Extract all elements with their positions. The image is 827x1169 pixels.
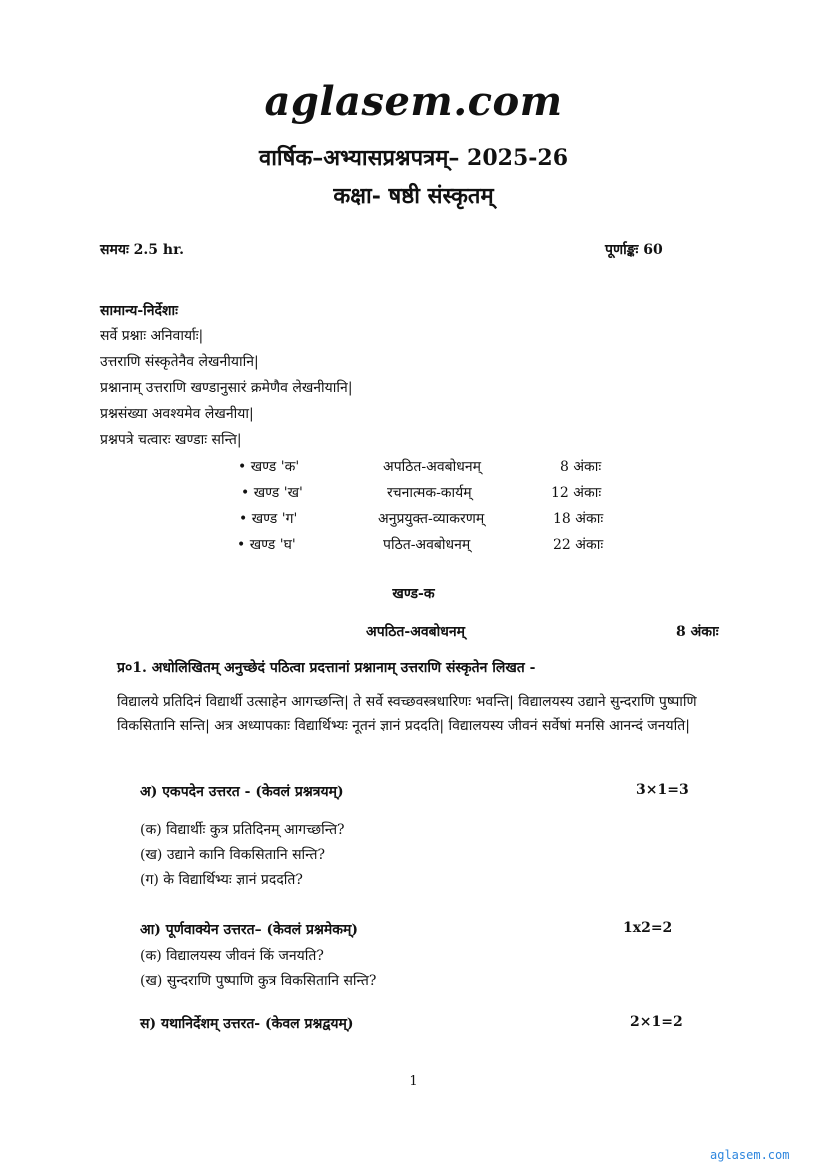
part-a-marks: 3×1=3: [636, 782, 689, 798]
section-a-heading: खण्ड-क: [392, 586, 435, 602]
section-name: अपठित-अवबोधनम्: [383, 459, 481, 475]
part-a-item: (ग) के विद्यार्थिभ्यः ज्ञानं प्रददति?: [140, 872, 303, 888]
part-a-label: अ) एकपदेन उत्तरत - (केवलं प्रश्नत्रयम्): [140, 784, 344, 800]
part-c-marks: 2×1=2: [630, 1014, 683, 1030]
part-b-item: (ख) सुन्दराणि पुष्पाणि कुत्र विकसितानि सन्ति?: [140, 973, 377, 989]
section-a-marks: 8 अंकाः: [676, 624, 719, 640]
question-1: प्र०1. अधोलिखितम् अनुच्छेदं पठित्वा प्रदत्तानां प्रश्नानाम् उत्तराणि संस्कृतेन लिखत -: [117, 660, 536, 676]
page-number: 1: [409, 1074, 418, 1089]
section-khand: • खण्ड 'ग': [239, 511, 298, 527]
instruction-line: प्रश्नानाम् उत्तराणि खण्डानुसारं क्रमेणैव लेखनीयानि|: [100, 380, 353, 396]
max-marks-label: पूर्णाङ्कः 60: [605, 242, 663, 258]
section-marks: 22 अंकाः: [553, 537, 604, 553]
part-b-marks: 1x2=2: [623, 920, 673, 936]
section-a-subheading: अपठित-अवबोधनम्: [366, 624, 466, 640]
section-marks: 8 अंकाः: [560, 459, 602, 475]
instruction-line: प्रश्नसंख्या अवश्यमेव लेखनीया|: [100, 406, 254, 422]
section-marks: 18 अंकाः: [553, 511, 604, 527]
section-khand: • खण्ड 'ख': [241, 485, 303, 501]
part-c-label: स) यथानिर्देशम् उत्तरत- (केवल प्रश्नद्वयम्): [140, 1016, 354, 1032]
part-b-label: आ) पूर्णवाक्येन उत्तरत– (केवलं प्रश्नमेकम्): [140, 922, 358, 938]
section-name: अनुप्रयुक्त-व्याकरणम्: [378, 511, 485, 527]
part-a-item: (ख) उद्याने कानि विकसितानि सन्ति?: [140, 847, 325, 863]
section-khand: • खण्ड 'घ': [237, 537, 296, 553]
footer-link[interactable]: aglasem.com: [710, 1148, 790, 1162]
section-name: पठित-अवबोधनम्: [383, 537, 471, 553]
time-label: समयः 2.5 hr.: [100, 242, 185, 258]
part-b-item: (क) विद्यालयस्य जीवनं किं जनयति?: [140, 948, 324, 964]
instruction-line: प्रश्नपत्रे चत्वारः खण्डाः सन्ति|: [100, 432, 242, 448]
paper-title: वार्षिक–अभ्यासप्रश्नपत्रम्– 2025-26: [258, 145, 569, 171]
section-khand: • खण्ड 'क': [238, 459, 300, 475]
paper-subtitle: कक्षा- षष्ठी संस्कृतम्: [333, 183, 494, 209]
passage-text: विद्यालये प्रतिदिनं विद्यार्थी उत्साहेन आगच्छन्ति| ते सर्वे स्वच्छवस्त्रधारिणः भवन्ति| विद्यालयस्य उद्याने सुन्दराणि पुष्पाणि विकसितानि सन्ति| अत्र अध्यापकाः विद्यार्थिभ्यः नूतनं ज्ञानं प्रददति| विद्यालयस्य जीवनं सर्वेषां मनसि आनन्दं जनयति|: [117, 694, 697, 734]
instructions-heading: सामान्य-निर्देशाः: [100, 303, 178, 319]
instruction-line: सर्वे प्रश्नाः अनिवार्याः|: [100, 328, 204, 344]
site-logo: aglasem.com: [264, 78, 563, 125]
section-name: रचनात्मक-कार्यम्: [387, 485, 472, 501]
part-a-item: (क) विद्यार्थीः कुत्र प्रतिदिनम् आगच्छन्ति?: [140, 822, 345, 838]
instruction-line: उत्तराणि संस्कृतेनैव लेखनीयानि|: [100, 354, 259, 370]
section-marks: 12 अंकाः: [551, 485, 602, 501]
